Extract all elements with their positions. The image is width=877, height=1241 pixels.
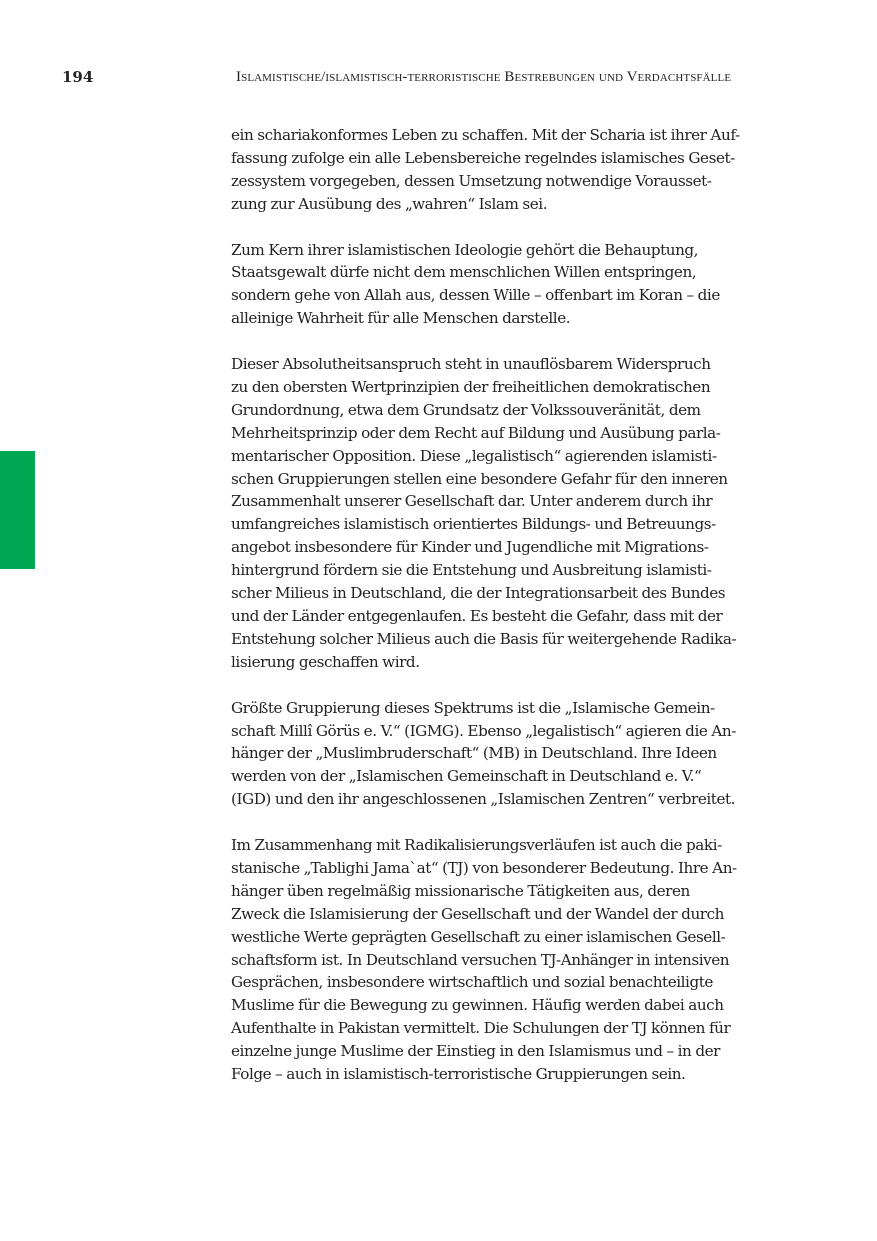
text-line: Entstehung solcher Milieus auch die Basis für weitergehende Radika- [231, 629, 737, 648]
text-line: Gesprächen, insbesondere wirtschaftlich und sozial benachteiligte [231, 973, 713, 992]
text-line: ein schariakonformes Leben zu schaffen. Mit der Scharia ist ihrer Auf- [231, 126, 740, 144]
text-line: Zusammenhalt unserer Gesellschaft dar. Unter anderem durch ihr [231, 492, 713, 511]
text-line: scher Milieus in Deutschland, die der Integrationsarbeit des Bundes [231, 584, 726, 603]
paragraph [231, 353, 791, 674]
paragraph [231, 834, 791, 1086]
text-line: westliche Werte geprägten Gesellschaft zu einer islamischen Gesell- [231, 927, 726, 946]
text-line: fassung zufolge ein alle Lebensbereiche regelndes islamisches Geset- [231, 148, 735, 167]
text-line: und der Länder entgegenlaufen. Es besteht die Gefahr, dass mit der [231, 607, 723, 625]
text-line: alleinige Wahrheit für alle Menschen darstelle. [231, 309, 571, 328]
body-text [231, 124, 791, 1109]
text-line: angebot insbesondere für Kinder und Jugendliche mit Migrations- [231, 538, 709, 557]
paragraph [231, 239, 791, 331]
text-line: zu den obersten Wertprinzipien der freiheitlichen demokratischen [231, 377, 711, 396]
chapter-side-tab [0, 451, 35, 569]
text-line: Zweck die Islamisierung der Gesellschaft und der Wandel der durch [231, 904, 724, 923]
text-line: hintergrund fördern sie die Entstehung und Ausbreitung islamisti- [231, 561, 712, 580]
text-line: werden von der „Islamischen Gemeinschaft in Deutschland e. V.“ [231, 767, 702, 786]
running-header: Islamistische/islamistisch-terroristische Bestrebungen und Verdachtsfälle [236, 69, 732, 85]
text-line: stanische „Tablighi Jama`at“ (TJ) von besonderer Bedeutung. Ihre An- [231, 858, 737, 877]
text-line: Mehrheitsprinzip oder dem Recht auf Bildung und Ausübung parla- [231, 423, 721, 442]
text-line: sondern gehe von Allah aus, dessen Wille – offenbart im Koran – die [231, 286, 720, 305]
text-line: mentarischer Opposition. Diese „legalistisch“ agierenden islamisti- [231, 446, 717, 465]
text-line: hänger üben regelmäßig missionarische Tätigkeiten aus, deren [231, 881, 690, 900]
text-line: schaftsform ist. In Deutschland versuchen TJ-Anhänger in intensiven [231, 950, 730, 969]
paragraph [231, 124, 791, 216]
text-line: lisierung geschaffen wird. [231, 652, 420, 671]
text-line: Folge – auch in islamistisch-terroristische Gruppierungen sein. [231, 1065, 686, 1084]
text-line: (IGD) und den ihr angeschlossenen „Islamischen Zentren“ verbreitet. [231, 790, 736, 809]
text-line: schaft Millî Görüs e. V.“ (IGMG). Ebenso „legalistisch“ agieren die An- [231, 721, 736, 740]
text-line: zessystem vorgegeben, dessen Umsetzung notwendige Vorausset- [231, 171, 712, 190]
text-line: hänger der „Muslimbruderschaft“ (MB) in Deutschland. Ihre Ideen [231, 744, 717, 763]
text-line: schen Gruppierungen stellen eine besondere Gefahr für den inneren [231, 469, 728, 488]
paragraph [231, 697, 791, 812]
text-line: Im Zusammenhang mit Radikalisierungsverläufen ist auch die paki- [231, 836, 722, 855]
text-line: Zum Kern ihrer islamistischen Ideologie gehört die Behauptung, [231, 240, 699, 259]
text-line: Dieser Absolutheitsanspruch steht in unauflösbarem Widerspruch [231, 355, 711, 374]
page-number: 194 [62, 68, 94, 86]
text-line: Größte Gruppierung dieses Spektrums ist die „Islamische Gemein- [231, 698, 715, 717]
text-line: umfangreiches islamistisch orientiertes Bildungs- und Betreuungs- [231, 515, 716, 534]
text-line: zung zur Ausübung des „wahren“ Islam sei. [231, 194, 548, 213]
text-line: einzelne junge Muslime der Einstieg in den Islamismus und – in der [231, 1042, 720, 1061]
text-line: Grundordnung, etwa dem Grundsatz der Volkssouveränität, dem [231, 400, 701, 419]
text-line: Muslime für die Bewegung zu gewinnen. Häufig werden dabei auch [231, 996, 724, 1015]
text-line: Staatsgewalt dürfe nicht dem menschlichen Willen entspringen, [231, 263, 697, 282]
text-line: Aufenthalte in Pakistan vermittelt. Die Schulungen der TJ können für [231, 1019, 731, 1038]
